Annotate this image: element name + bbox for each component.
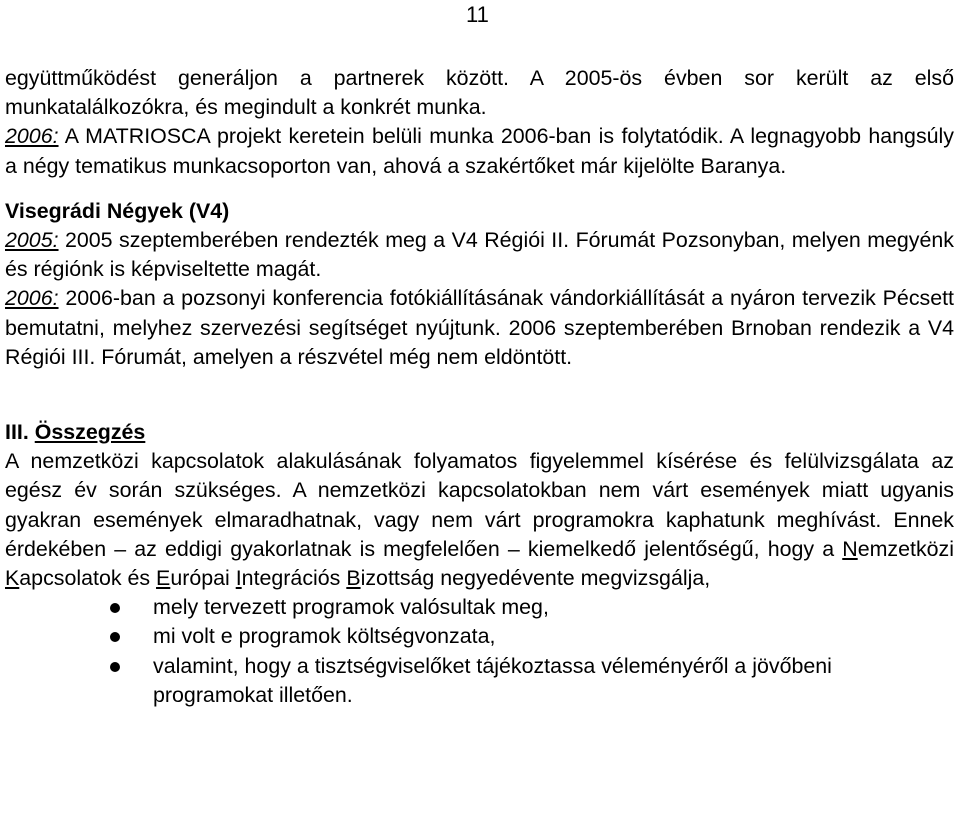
document-body (5, 64, 954, 710)
paragraph-text: együttműködést generáljon a partnerek között. A 2005-ös évben sor került az első munkatalálkozókra, és megindult a konkrét munka. (5, 66, 954, 120)
section-heading-summary (5, 418, 954, 447)
paragraph-v4-2005 (5, 226, 954, 284)
list-item-text: mi volt e programok költségvonzata, (153, 624, 496, 649)
paragraph-text: izottság negyedévente megvizsgálja, (360, 566, 711, 591)
paragraph-text: emzetközi (857, 536, 954, 561)
bullet-icon (110, 662, 120, 672)
paragraph-text: ntegrációs (241, 566, 347, 591)
paragraph-text: A MATRIOSCA projekt keretein belüli munka 2006-ban is folytatódik. A legnagyobb hangsúly a négy tematikus munkacsoporton van, ahová a szakértőket már kijelölte Baranya. (5, 124, 954, 178)
heading-title: Összegzés (34, 420, 146, 445)
list-item (153, 593, 954, 622)
year-label: 2006: (5, 124, 59, 149)
year-label: 2005: (5, 228, 59, 253)
heading-number: III. (5, 420, 29, 445)
initial-letter: K (5, 566, 20, 591)
paragraph-matriosca (5, 64, 954, 181)
initial-letter: E (156, 566, 171, 591)
list-item (153, 622, 954, 651)
section-heading-v4: Visegrádi Négyek (V4) (5, 198, 230, 223)
bullet-icon (110, 603, 120, 613)
paragraph-text: urópai (170, 566, 236, 591)
paragraph-text: 2005 szeptemberében rendezték meg a V4 Régiói II. Fórumát Pozsonyban, melyen megyénk és régiónk is képviseltette magát. (5, 228, 954, 282)
initial-letter: I (235, 566, 242, 591)
bullet-icon (110, 632, 120, 642)
paragraph-text: apcsolatok és (19, 566, 157, 591)
paragraph-v4-2006 (5, 284, 954, 372)
list-item (153, 652, 954, 710)
year-label: 2006: (5, 286, 59, 311)
list-item-text: valamint, hogy a tisztségviselőket tájékoztassa véleményéről a jövőbeni programokat illetően. (153, 653, 832, 707)
page-number: 11 (466, 2, 489, 27)
list-item-text: mely tervezett programok valósultak meg, (153, 595, 549, 620)
paragraph-text: A nemzetközi kapcsolatok alakulásának folyamatos figyelemmel kísérése és felülvizsgálata az egész év során szükséges. A nemzetközi kapcsolatokban nem várt események miatt ugyanis gyakran események elmaradhatnak, vagy nem várt programokra kaphatunk meghívást. Ennek érdekében – az eddigi gyakorlatnak is megfelelően – kiemelkedő jelentőségű, hogy a (5, 449, 954, 561)
initial-letter: B (346, 566, 361, 591)
initial-letter: N (842, 536, 858, 561)
paragraph-text: 2006-ban a pozsonyi konferencia fotókiállításának vándorkiállítását a nyáron tervezik Pécsett bemutatni, melyhez szervezési segítséget nyújtunk. 2006 szeptemberében Brnoban rendezik a V4 Régiói III. Fórumát, amelyen a részvétel még nem eldöntött. (5, 286, 954, 369)
paragraph-summary (5, 447, 954, 593)
bullet-list (5, 593, 954, 710)
